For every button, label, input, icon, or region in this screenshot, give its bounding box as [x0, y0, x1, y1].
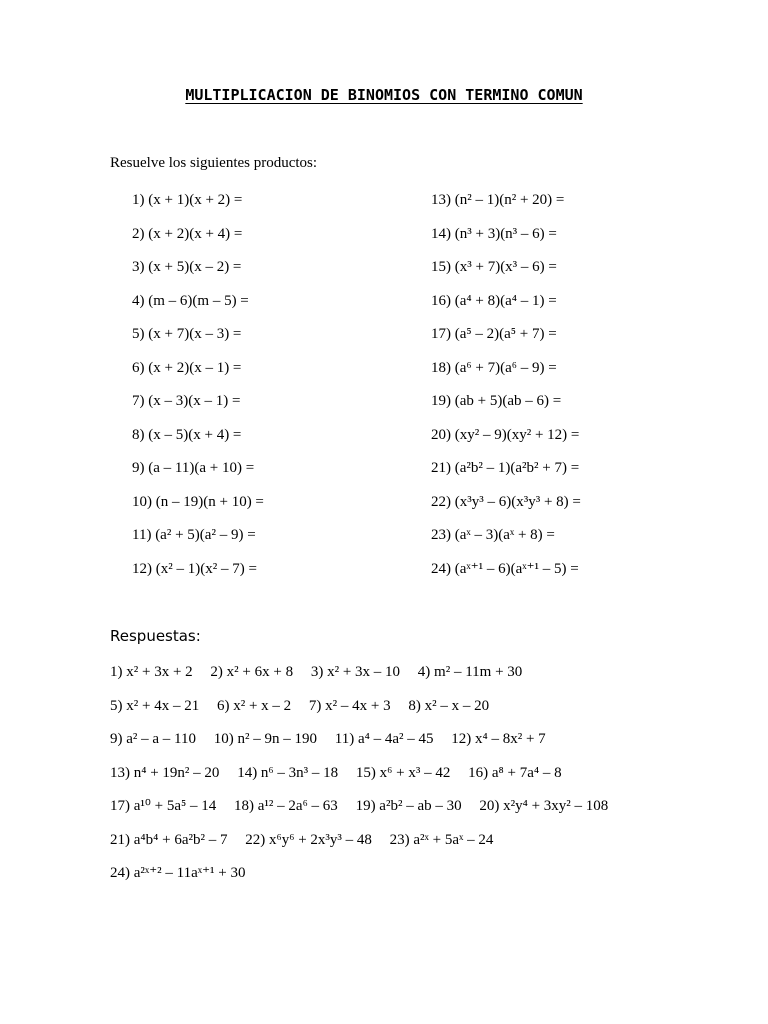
problem-item: 16) (a⁴ + 8)(a⁴ – 1) =	[431, 292, 557, 309]
problem-item: 18) (a⁶ + 7)(a⁶ – 9) =	[431, 359, 557, 376]
problem-item: 23) (aˣ – 3)(aˣ + 8) =	[431, 527, 555, 543]
answer-line	[110, 863, 608, 897]
problem-item: 10) (n – 19)(n + 10) =	[132, 493, 264, 510]
problem-item: 22) (x³y³ – 6)(x³y³ + 8) =	[431, 493, 581, 510]
answer-item: 11) a⁴ – 4a² – 45	[334, 731, 434, 747]
answer-line	[110, 796, 608, 830]
problem-item: 9) (a – 11)(a + 10) =	[132, 460, 255, 476]
answer-item: 19) a²b² – ab – 30	[355, 798, 462, 814]
problem-item: 8) (x – 5)(x + 4) =	[132, 426, 242, 443]
answer-line	[110, 662, 608, 696]
answer-item: 18) a¹² – 2a⁶ – 63	[234, 798, 338, 814]
answer-item: 23) a²ˣ + 5aˣ – 24	[389, 831, 494, 848]
problem-item: 15) (x³ + 7)(x³ – 6) =	[431, 259, 557, 275]
answer-item: 16) a⁸ + 7a⁴ – 8	[468, 764, 562, 781]
answer-item: 9) a² – a – 110	[110, 731, 197, 747]
problem-item: 24) (aˣ⁺¹ – 6)(aˣ⁺¹ – 5) =	[431, 560, 579, 577]
problem-item: 17) (a⁵ – 2)(a⁵ + 7) =	[431, 326, 557, 342]
answer-item: 24) a²ˣ⁺² – 11aˣ⁺¹ + 30	[110, 865, 246, 881]
answer-item: 15) x⁶ + x³ – 42	[355, 764, 451, 781]
answer-line	[110, 763, 608, 797]
answer-item: 1) x² + 3x + 2	[110, 664, 193, 680]
problem-item: 19) (ab + 5)(ab – 6) =	[431, 393, 562, 409]
answer-item: 21) a⁴b⁴ + 6a²b² – 7	[110, 831, 228, 848]
problem-item: 13) (n² – 1)(n² + 20) =	[431, 192, 565, 208]
problem-item: 4) (m – 6)(m – 5) =	[132, 292, 249, 309]
answer-item: 8) x² – x – 20	[408, 697, 490, 714]
answers-heading: Respuestas:	[110, 627, 201, 645]
answer-line	[110, 729, 608, 763]
answer-item: 6) x² + x – 2	[216, 697, 292, 714]
answer-line	[110, 830, 608, 864]
problem-item: 12) (x² – 1)(x² – 7) =	[132, 560, 257, 577]
answer-item: 4) m² – 11m + 30	[417, 664, 523, 680]
problems-right-column	[431, 190, 581, 592]
answer-item: 12) x⁴ – 8x² + 7	[451, 731, 546, 747]
answer-item: 17) a¹⁰ + 5a⁵ – 14	[110, 798, 217, 814]
problems-left-column	[132, 190, 264, 592]
problem-item: 1) (x + 1)(x + 2) =	[132, 192, 243, 208]
answer-item: 2) x² + 6x + 8	[210, 664, 294, 680]
answer-item: 22) x⁶y⁶ + 2x³y³ – 48	[245, 831, 372, 848]
problem-item: 11) (a² + 5)(a² – 9) =	[132, 527, 256, 543]
page-title: MULTIPLICACION DE BINOMIOS CON TERMINO COMUN	[185, 86, 583, 104]
problem-item: 20) (xy² – 9)(xy² + 12) =	[431, 426, 580, 443]
answer-item: 5) x² + 4x – 21	[110, 697, 200, 714]
answer-item: 20) x²y⁴ + 3xy² – 108	[479, 798, 609, 814]
problem-item: 6) (x + 2)(x – 1) =	[132, 359, 242, 376]
answer-item: 3) x² + 3x – 10	[310, 664, 401, 680]
answers-block	[110, 662, 608, 897]
problem-item: 14) (n³ + 3)(n³ – 6) =	[431, 225, 557, 242]
problem-item: 21) (a²b² – 1)(a²b² + 7) =	[431, 460, 580, 476]
answer-item: 7) x² – 4x + 3	[308, 697, 391, 714]
problem-item: 3) (x + 5)(x – 2) =	[132, 259, 242, 275]
answer-line	[110, 696, 608, 730]
answer-item: 10) n² – 9n – 190	[213, 731, 318, 747]
problem-item: 5) (x + 7)(x – 3) =	[132, 326, 242, 342]
instructions: Resuelve los siguientes productos:	[110, 155, 318, 171]
answer-item: 13) n⁴ + 19n² – 20	[110, 764, 220, 781]
problem-item: 7) (x – 3)(x – 1) =	[132, 393, 241, 409]
problem-item: 2) (x + 2)(x + 4) =	[132, 225, 243, 242]
answer-item: 14) n⁶ – 3n³ – 18	[237, 764, 339, 781]
